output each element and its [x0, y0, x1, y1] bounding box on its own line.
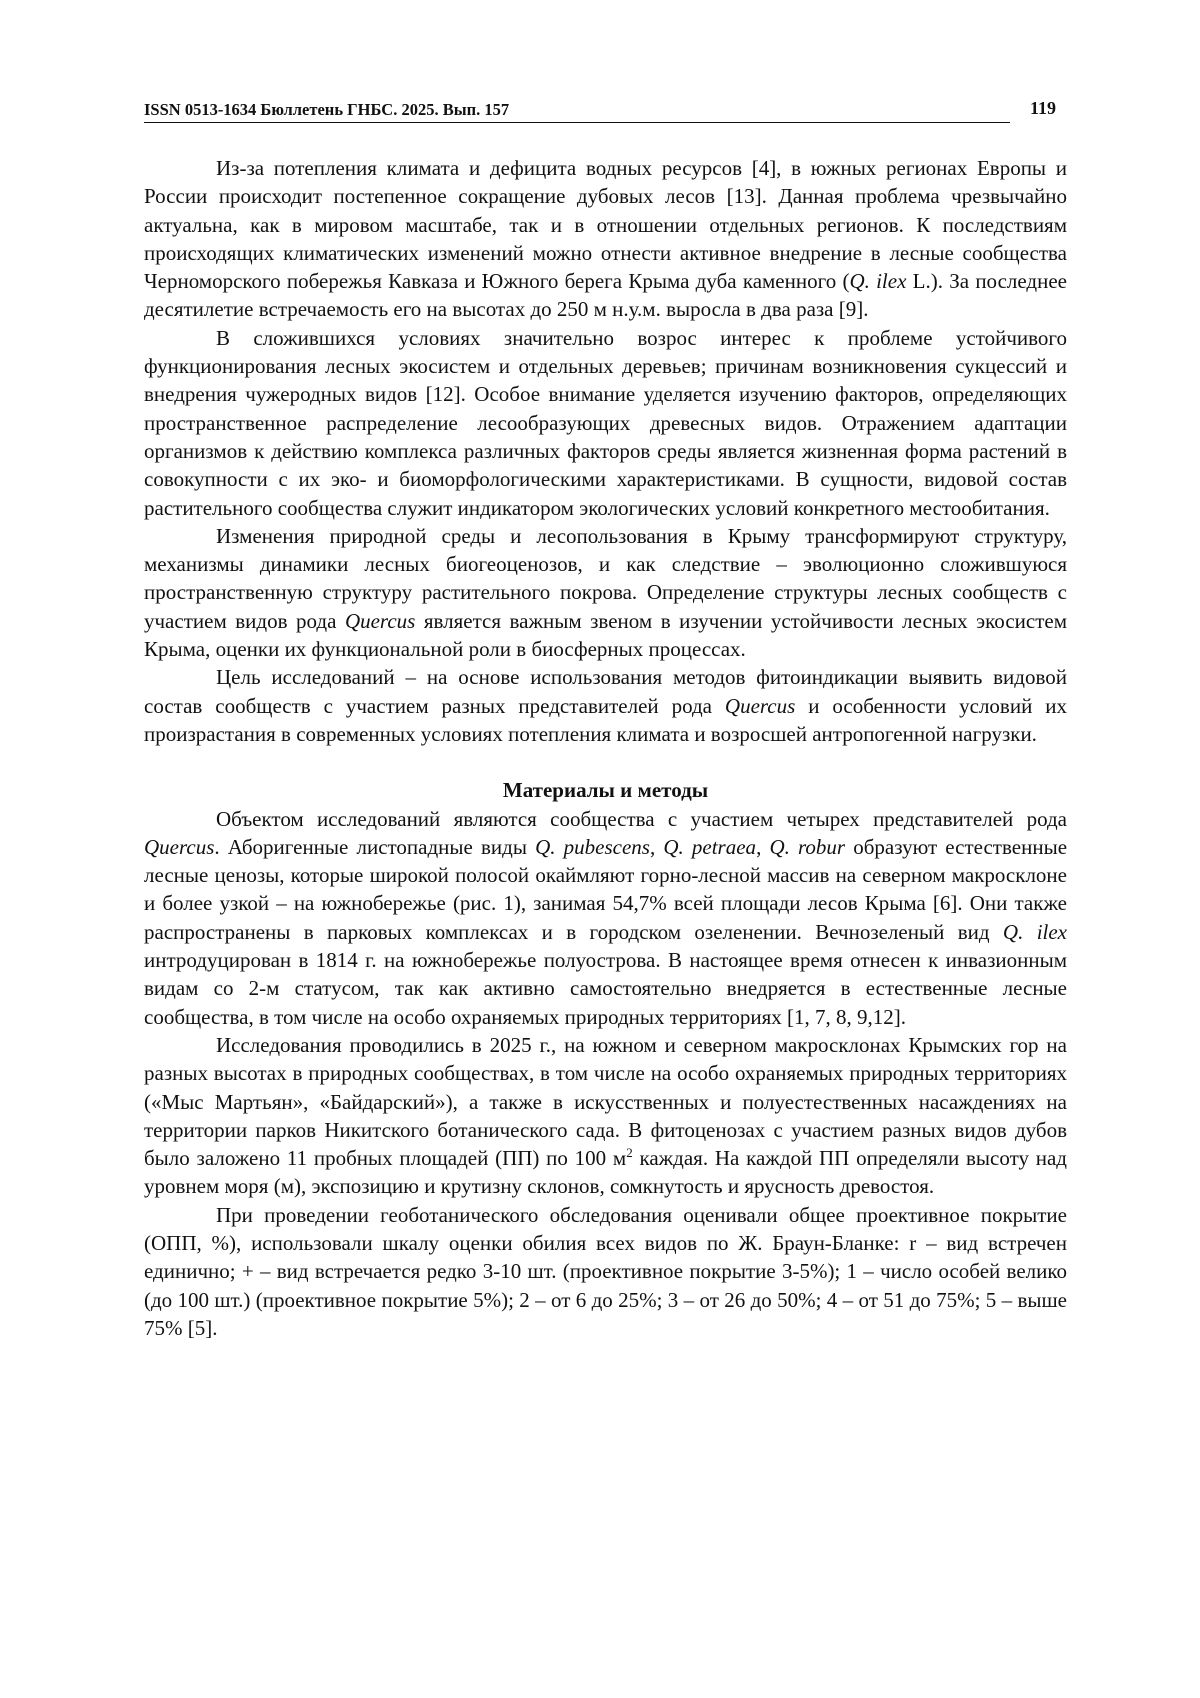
- paragraph-1-text-a: Из-за потепления климата и дефицита водных ресурсов [4], в южных регионах Европы и России происходит постепенное сокращение дубовых лесов [13]. Данная проблема чрезвычайно актуальна, как в мировом масштабе, так и в отношении отдельных регионов. К последствиям происходящих климатических изменений можно отнести активное внедрение в лесные сообщества Черноморского побережья Кавказа и Южного берега Крыма дуба каменного (: [144, 156, 1067, 294]
- paragraph-4-text-a: Цель исследований – на основе использования методов фитоиндикации выявить видовой состав сообществ с участием разных представителей рода: [144, 665, 1067, 718]
- paragraph-1: [144, 154, 1067, 324]
- paragraph-1-text-b: L.). За последнее десятилетие встречаемость его на высотах до 250 м н.у.м. выросла в два раза [9].: [144, 269, 1067, 322]
- paragraph-5-text-c: ,: [649, 834, 664, 859]
- section-heading-materials-methods: Материалы и методы: [502, 778, 709, 803]
- paragraph-4-text-b: и особенности условий их произрастания в современных условиях потепления климата и возросшей антропогенной нагрузки.: [144, 693, 1067, 746]
- paragraph-2: В сложившихся условиях значительно возрос интерес к проблеме устойчивого функционирования лесных экосистем и отдельных деревьев; причинам возникновения сукцессий и внедрения чужеродных видов [12]. Особое внимание уделяется изучению факторов, определяющих пространственное распределение лесообразующих древесных видов. Отражением адаптации организмов к действию комплекса различных факторов среды является жизненная форма растений в совокупности с их эко- и биоморфологическими характеристиками. В сущности, видовой состав растительного сообщества служит индикатором экологических условий конкретного местообитания.: [144, 325, 1067, 520]
- species-name: Q. ilex: [849, 269, 907, 294]
- species-name: Q. petraea: [663, 834, 757, 859]
- page-number: 119: [1030, 98, 1057, 118]
- paragraph-5-text-e: образуют естественные лесные ценозы, которые широкой полосой окаймляют горно-лесной массив на северном макросклоне и более узкой – на южнобережье (рис. 1), занимая 54,7% всей площади лесов Крыма [6]. Они также распространены в парковых комплексах и в городском озеленении. Вечнозеленый вид: [144, 834, 1068, 944]
- superscript: 2: [626, 1145, 633, 1161]
- paragraph-4: [144, 663, 1067, 748]
- paragraph-7: При проведении геоботанического обследования оценивали общее проективное покрытие (ОПП, %), использовали шкалу оценки обилия всех видов по Ж. Браун-Бланке: r – вид встречен единично; + – вид встречается редко 3-10 шт. (проективное покрытие 3-5%); 1 – число особей велико (до 100 шт.) (проективное покрытие 5%); 2 – от 6 до 25%; 3 – от 26 до 50%; 4 – от 51 до 75%; 5 – выше 75% [5].: [144, 1202, 1067, 1340]
- genus-name: Quercus: [344, 608, 416, 633]
- paragraph-3-text-a: Изменения природной среды и лесопользования в Крыму трансформируют структуру, механизмы динамики лесных биогеоценозов, и как следствие – эволюционно сложившуюся пространственную структуру растительного покрова. Определение структуры лесных сообществ с участием видов рода: [144, 523, 1067, 633]
- genus-name: Quercus: [144, 834, 215, 859]
- paragraph-5-text-a: Объектом исследований являются сообщества с участием четырех представителей рода: [216, 806, 1067, 831]
- paragraph-5-text-f: интродуцирован в 1814 г. на южнобережье полуострова. В настоящее время отнесен к инвазионным видам со 2-м статусом, так как активно самостоятельно внедряется в естественные лесные сообщества, в том числе на особо охраняемых природных территориях [1, 7, 8, 9,12].: [144, 948, 1067, 1029]
- journal-title: ISSN 0513-1634 Бюллетень ГНБС. 2025. Вып. 157: [144, 100, 510, 119]
- paragraph-6-text-a: Исследования проводились в 2025 г., на южном и северном макросклонах Крымских гор на разных высотах в природных сообществах, в том числе на особо охраняемых природных территориях («Мыс Мартьян», «Байдарский»), а также в искусственных и полуестественных насаждениях на территории парков Никитского ботанического сада. В фитоценозах с участием разных видов дубов было заложено 11 пробных площадей (ПП) по 100 м: [144, 1032, 1067, 1171]
- species-name: Q. robur: [769, 834, 846, 859]
- paragraph-5: [144, 805, 1067, 1031]
- genus-name: Quercus: [724, 693, 796, 718]
- paragraph-6: [144, 1031, 1067, 1201]
- paragraph-3-text-b: является важным звеном в изучении устойчивости лесных экосистем Крыма, оценки их функциональной роли в биосферных процессах.: [144, 608, 1067, 662]
- paragraph-6-text-b: каждая. На каждой ПП определяли высоту над уровнем моря (м), экспозицию и крутизну склонов, сомкнутость и ярусность древостоя.: [144, 1146, 1067, 1199]
- running-header: [144, 98, 1010, 123]
- paragraph-5-text-d: ,: [756, 834, 770, 859]
- article-body: [144, 154, 1067, 1342]
- paragraph-5-text-b: . Аборигенные листопадные виды: [214, 834, 536, 859]
- species-name: Q. ilex: [1002, 919, 1068, 944]
- species-name: Q. pubescens: [535, 834, 650, 859]
- paragraph-3: [144, 522, 1067, 663]
